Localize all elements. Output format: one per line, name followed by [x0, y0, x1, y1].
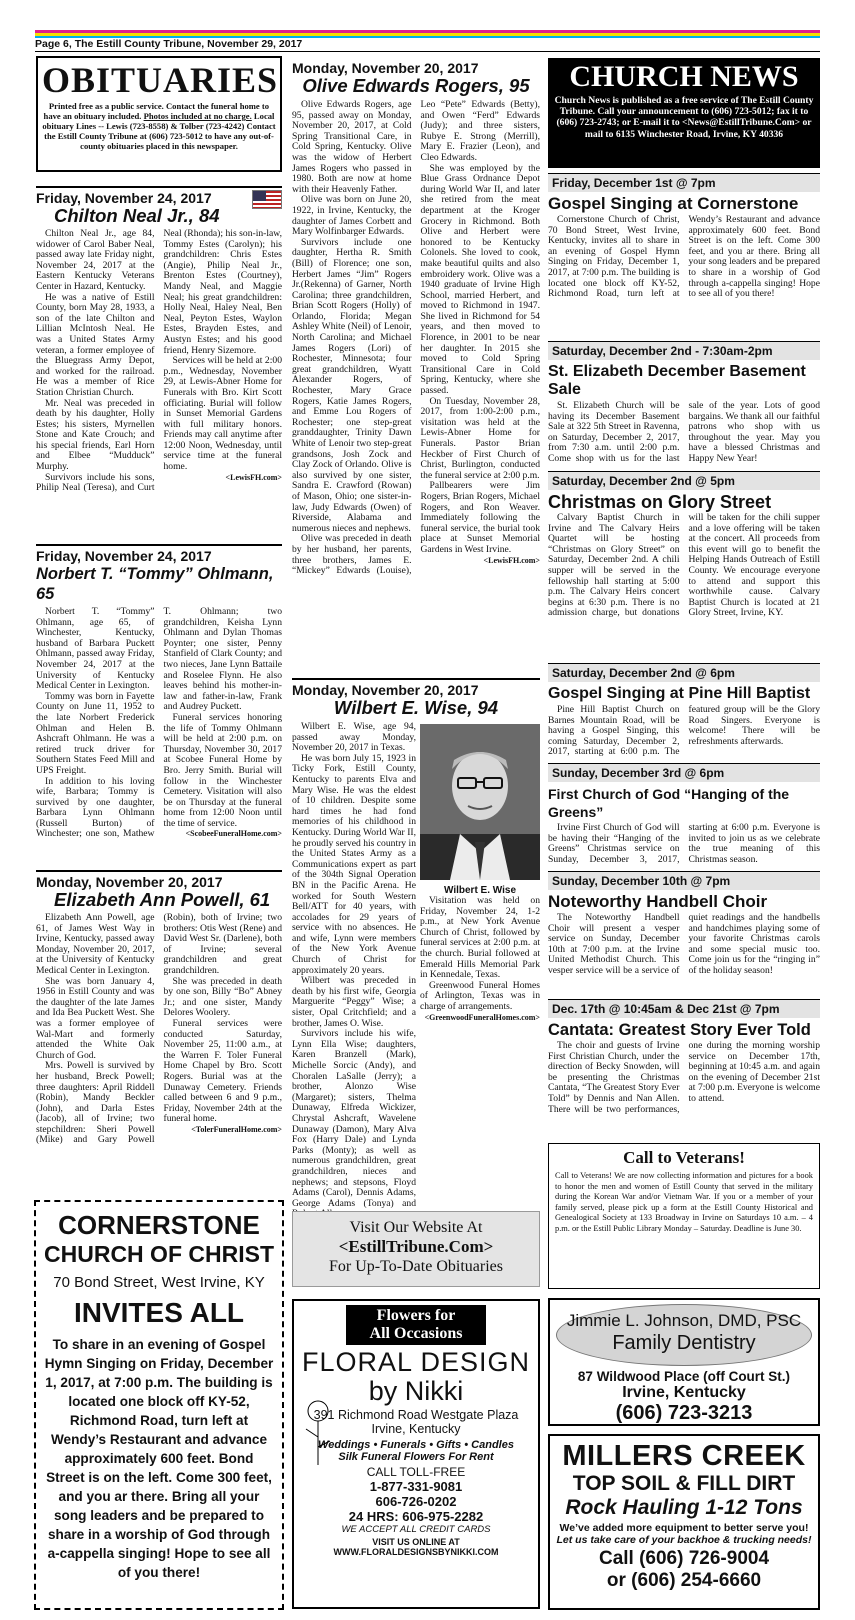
event-date: Friday, December 1st @ 7pm	[548, 173, 820, 192]
veterans-text: Call to Veterans! We are now collecting information and pictures for a book to honor the men and women of Estill County that served in the military during the Korean War and/or Vietnam War. If you or a member of your family served, please pick up a form at the Estill County Historical and Genealogical Society at 133 Broadway in Irvine on Saturdays 10 a.m. – 4 p.m. or the Estill Public Library Monday – Saturday. Deadline is June 30.	[555, 1171, 813, 1233]
obit-name: Wilbert E. Wise, 94	[333, 697, 499, 718]
floral-city: Irvine, Kentucky	[371, 1422, 461, 1436]
event-date: Sunday, December 10th @ 7pm	[548, 871, 820, 890]
millers-phone1: Call (606) 726-9004	[598, 1548, 770, 1569]
website-line3: For Up-To-Date Obituaries	[329, 1258, 503, 1275]
obit-body	[36, 607, 282, 879]
millers-sub: TOP SOIL & FILL DIRT	[572, 1472, 796, 1495]
obit-paragraph: Olive was born on June 20, 1922, in Irvine, Kentucky, the daughter of James Corbett and Mary Wolfinbarger Edwards.	[292, 194, 412, 238]
event-title: First Church of God “Hanging of the Greens”	[548, 786, 790, 820]
event-text: The choir and guests of Irvine First Christian Church, under the direction of Becky Snowden, will be presenting the Christmas Cantata, “The Greatest Story Ever Told” by Dennis and Nan Allen. There will be two performances, one during the morning worship service on December 17th, beginning at 10:45 a.m. and again on the evening of December 21st at 7:00 p.m. Everyone is welcome to attend.	[548, 1040, 820, 1115]
floral-local-phone: 606-726-0202	[375, 1494, 457, 1509]
obituaries-title: OBITUARIES	[42, 60, 279, 100]
floral-cards: WE ACCEPT ALL CREDIT CARDS	[341, 1524, 491, 1535]
event-date: Dec. 17th @ 10:45am & Dec 21st @ 7pm	[548, 999, 820, 1018]
dentist-oval	[556, 1304, 812, 1366]
ad-cornerstone-address: 70 Bond Street, West Irvine, KY	[53, 1274, 265, 1291]
floral-name: FLORAL DESIGN	[301, 1347, 531, 1377]
obit-paragraph: Norbert T. “Tommy” Ohlmann, age 65, of Winchester, Kentucky, husband of Barbara Puckett Ohlmann, passed away Friday, November 24, 2017 at the University of Kentucky Medical Center in Lexington.	[36, 606, 155, 692]
obit-body	[36, 913, 282, 1219]
millers-name: MILLERS CREEK	[562, 1440, 806, 1472]
obit-paragraph: She was born January 4, 1956 in Estill County and was the daughter of the late James and Ida Bea Puckett West. She was a former employee of Wal-Mart and formerly attended the White Oak Church of God.	[36, 975, 155, 1061]
floral-silk: Silk Funeral Flowers For Rent	[338, 1451, 494, 1463]
event-title: Cantata: Greatest Story Ever Told	[548, 1021, 811, 1039]
event-title: St. Elizabeth December Basement Sale	[548, 363, 806, 398]
obit-name: Norbert T. “Tommy” Ohlmann, 65	[36, 565, 274, 603]
event-text: Calvary Baptist Church in Irvine and The Calvary Heirs Quartet will be hosting “Christmas on Glory Street” on Saturday, December 2nd. A chili supper will be served in the fellowship hall starting at 5:00 p.m. The Calvary Heirs concert begins at 6:30 p.m. There is no admission charge, but donations will be taken for the chili supper and a love offering will be taken at the concert. All proceeds from this event will go to benefit the Helping Hands Outreach of Estill County. We encourage everyone to attend and support this worthwhile cause. Calvary Baptist Church is located at 21 Glory Street, Irvine, KY.	[548, 512, 820, 619]
floral-visit: VISIT US ONLINE AT	[372, 1537, 460, 1547]
floral-byline: by Nikki	[368, 1376, 464, 1406]
obit-chilton	[36, 186, 282, 551]
church-news-masthead	[548, 58, 820, 168]
event-text: The Noteworthy Handbell Choir will present a vesper service on Sunday, December 10th at 7:00 p.m. at the Irvine United Methodist Church. This vesper service will be a service of quiet readings and the handbells and handchimes playing some of your favorite Christmas carols and some special music too. Come join us for the “ringing in” of the holiday season!	[548, 912, 820, 976]
page-header: Page 6, The Estill County Tribune, November 29, 2017	[35, 38, 303, 50]
obit-paragraph: She was preceded in death by one son, Billy “Bo” Abney Jr.; and one sister, Mandy Delores Woolery.	[163, 975, 282, 1019]
church-event	[548, 871, 820, 999]
obit-paragraph: Mr. Neal was preceded in death by his daughter, Holly Estes; his sisters, Myrnellen Stone and Kate Crouch; and his special friends, Earl Horn and Elbee “Mudduck” Murphy.	[36, 397, 155, 473]
obit-paragraph: Survivors include one daughter, Hertha R. Smith (Bill) of Florence; one son, Herbert James “Jim” Rogers Jr.(Rekenna) of Garner, North Carolina; three grandchildren, Brian Scott Rogers (Holly) of Orlando, Florida; Megan Ashley White (Neil) of Lenoir, North Carolina; and Michael James Rogers (Lori) of Rochester, Minnesota; four great grandchildren, Wyatt Alexander Rogers, of Rochester, Mary Grace Rogers, Katie James Rogers, and Emme Lou Rogers of Rochester; one step-great granddaughter, Trinity Dawn White of Lenoir two step-great grandsons, Josh Zock and Clay Zock of Orlando. Olive is also survived by one sister, Sandra E. Crawford (Rowan) of Mason, Ohio; one sister-in-law, Judy Edwards (Owen) of Riverside, Alabama and numerous nieces and nephews.	[292, 236, 412, 534]
event-date: Saturday, December 2nd - 7:30am-2pm	[548, 341, 820, 360]
notice-text-2: Local obituary Lines -- Lewis (723-8558) & Tolber (723-4242) Contact the Estill County Tribune at (606) 723-5012 to have any out-of-county obituaries placed in this newspaper.	[42, 111, 276, 151]
obit-paragraph: He was born July 15, 1923 in Ticky Fork, Estill County, Kentucky to parents Elva and Mary Wise. He was the eldest of 10 children. Despite some hard times he had fond memories of his childhood in Kentucky. During World War II, he proudly served his country in the United States Army as a Communications expert as part of the 304th Signal Operation BN in the Pacific Arena. He worked for South Western Bell/ATT for 40 years, with accolades for 29 years of service with no absences. He and wife, Lynn were members of the New York Avenue Church of Christ for approximately 20 years.	[292, 752, 416, 976]
event-date: Saturday, December 2nd @ 6pm	[548, 663, 820, 682]
notice-text-1: Printed free as a public service. Contact the funeral home to have an obituary included.	[43, 101, 270, 121]
dentist-address: 87 Wildwood Place (off Court St.)	[577, 1369, 791, 1384]
floral-tollfree-label: CALL TOLL-FREE	[366, 1465, 466, 1479]
ad-cornerstone	[34, 1200, 284, 1610]
obit-paragraph: Survivors include his wife, Lynn Ella Wise; daughters, Karen Branzell (Mark), Michelle Sorcic (Andy), and Choralen LaSalle (Jerry); a brother, Alonzo Wise (Margaret); sisters, Thelma Dunaway, Elfreda Wickizer, Chrystal Ashcraft, Wavelene Dunaway (Damon), Mary Alva Fox (Harry Dale) and Lynda Parks (Monty); as well as numerous grandchildren, great grandchildren, nieces and nephews; and stepsons, Floyd Adams (Carol), Dennis Adams, George Adams (Tonya) and	[292, 1028, 416, 1209]
ad-floral	[292, 1299, 540, 1609]
event-text: Cornerstone Church of Christ, 70 Bond Street, West Irvine, Kentucky, invites all to share in an evening of Gospel Hymn Singing on Friday, December 1, 2017, at 7:00 p.m. The building is located one block off KY-52, Richmond Road, turn left at Wendy’s Restaurant and advance approximately 600 feet. Bond Street is on the left. Come 300 feet, and you ar there. Bring all your song leaders and be prepared to share in a worship of God through a-cappella singing! Hope to see all of you there!	[548, 214, 820, 300]
obit-olive	[292, 60, 540, 686]
obituaries-notice	[42, 101, 276, 151]
floral-address: 391 Richmond Road Westgate Plaza	[313, 1408, 519, 1422]
church-events	[548, 173, 820, 1167]
church-event	[548, 763, 820, 871]
obit-name: Olive Edwards Rogers, 95	[302, 75, 530, 96]
floral-banner-line2: All Occasions	[369, 1325, 463, 1342]
wilbert-photo	[420, 724, 540, 896]
millers-line1: We’ve added more equipment to better serve you!	[559, 1522, 809, 1534]
obit-paragraph: Tommy was born in Fayette County on June 11, 1952 to the late Norbert Frederick Ohlman and Helen B. Ashcraft Ohlmann. He was a retired truck driver for Southern States Feed Mill and UPS Freight.	[36, 690, 155, 776]
obit-body	[292, 100, 540, 686]
obit-body-right	[420, 896, 540, 1202]
ad-cornerstone-text: To share in an evening of Gospel Hymn Singing on Friday, December 1, 2017, at 7:00 p.m. The building is located one block off KY-52, Richmond Road, turn left at Wendy’s Restaurant and advance approximately 600 feet. Bond Street is on the left. Come 300 feet, and you ar there. Bring all your song leaders and be prepared to share in a worship of God through a-cappella singing! Hope to see all of you there!	[44, 1337, 274, 1580]
event-text: Irvine First Church of God will be having their “Hanging of the Greens” Christmas service on Sunday, December 3, 2017, starting at 6:00 p.m. Everyone is invited to join us as we celebrate the true meaning of this Christmas season.	[548, 822, 820, 865]
rose-icon	[298, 1397, 338, 1467]
obit-date: Friday, November 24, 2017	[36, 186, 282, 206]
veterans-title: Call to Veterans!	[623, 1148, 745, 1167]
church-event	[548, 471, 820, 663]
floral-services: Weddings • Funerals • Gifts • Candles	[318, 1439, 514, 1451]
obit-source: <TolerFuneralHome.com>	[191, 1124, 282, 1134]
ad-cornerstone-invites: INVITES ALL	[73, 1297, 245, 1328]
photo-caption: Wilbert E. Wise	[443, 885, 517, 896]
church-event	[548, 999, 820, 1167]
event-date: Sunday, December 3rd @ 6pm	[548, 763, 820, 782]
obit-date: Monday, November 20, 2017	[36, 870, 282, 890]
ad-dentist	[548, 1298, 820, 1426]
obit-paragraph: Greenwood Funeral Homes of Arlington, Texas was in charge of arrangements.	[420, 979, 540, 1012]
obit-name: Elizabeth Ann Powell, 61	[54, 889, 271, 910]
obit-source: <LewisFH.com>	[225, 472, 282, 482]
obit-wilbert	[292, 678, 540, 1209]
dentist-sub: Family Dentistry	[612, 1332, 756, 1354]
obit-paragraph: Funeral services were conducted Saturday, November 25, 11:00 a.m., at the Warren F. Toler Funeral Home Chapel by Bro. Scott Rogers. Burial was at the Dunaway Cemetery. Friends called between 6 and 9 p.m., Friday, November 24th at the funeral home.	[163, 1017, 282, 1125]
millers-phone2: or (606) 254-6660	[606, 1570, 762, 1591]
event-text: St. Elizabeth Church will be having its December Basement Sale at 322 5th Street in Ravenna, on Saturday, December 2, 2017, from 7:30 a.m. until 2:00 p.m. Come shop with us for the last sale of the year. Lots of good bargains. We thank all our faithful patrons who shop with us throughout the year. May you have a blessed Christmas and Happy New Year!	[548, 400, 820, 464]
obit-date: Monday, November 20, 2017	[292, 678, 540, 698]
floral-banner	[346, 1305, 486, 1345]
obit-paragraph: Elizabeth Ann Powell, age 61, of James West Way in Irvine, Kentucky, passed away Monday, November 20, 2017, at the University of Kentucky Medical Center in Lexington.	[36, 912, 155, 976]
veterans-box	[548, 1143, 820, 1289]
obit-paragraph: Funeral services honoring the life of Tommy Ohlmann will be held at 2:00 p.m. on Thursday, November 30, 2017 at Scobee Funeral Home by Bro. Jerry Smith. Burial will follow in the Winchester Cemetery. Visitation will also be on Thursday at the funeral home from 12:00 Noon until the time of service.	[163, 711, 282, 829]
church-event	[548, 173, 820, 341]
church-news-title: CHURCH NEWS	[569, 60, 799, 93]
obit-date: Monday, November 20, 2017	[292, 60, 479, 76]
floral-hours: 24 HRS: 606-975-2282	[348, 1509, 484, 1524]
obit-paragraph: Olive was preceded in death by her husband, her parents, three brothers, James E. “Mickey” Edwards (Louise), Leo “Pete” Edwards (Betty), and Owen “Ferd” Edwards (Judy); and three sisters, Rubye E. Strong (Merrill), Mary E. Frazier (Leon), and Cleo Edwards.	[292, 99, 540, 577]
obit-norbert	[36, 544, 282, 879]
obit-source: <GreenwoodFuneralHomes.com>	[424, 1012, 540, 1022]
obit-paragraph: He was a native of Estill County, born May 28, 1933, a son of the late Chilton and Lillian McIntosh Neal. He was a United States Army veteran, a former employee of the Bluegrass Army Depot, and worked for the railroad. He was a member of Rice Station Christian Church.	[36, 291, 155, 398]
notice-photo: Photos included at no charge.	[143, 111, 252, 121]
dentist-city: Irvine, Kentucky	[622, 1384, 746, 1401]
header-rule	[35, 51, 820, 52]
floral-banner-line1: Flowers for	[376, 1307, 456, 1324]
ad-website[interactable]	[292, 1211, 540, 1287]
ad-millers-creek	[548, 1434, 820, 1610]
website-url[interactable]: <EstillTribune.Com>	[338, 1237, 494, 1256]
event-date: Saturday, December 2nd @ 5pm	[548, 471, 820, 490]
obit-paragraph: Survivors include his sons, Philip Neal (Teresa), and Curt Neal (Rhonda); his son-in-law, Tommy Estes (Carolyn); his grandchildren: Chris Estes (Angie), Philip Neal Jr., Brenton Estes (Courtney), Mandy Neal, and Maggie Neal; his great grandchildren: Holly Neal, Haley Neal, Ben Neal, Peyton Estes, Waylon Estes, Brayden Estes, and Austyn Estes; and his good friend, Henry Sizemore.	[36, 228, 282, 494]
ad-cornerstone-title: CORNERSTONE	[58, 1210, 260, 1240]
event-title: Gospel Singing at Pine Hill Baptist	[548, 685, 811, 702]
website-line1: Visit Our Website At	[349, 1219, 483, 1236]
church-event	[548, 341, 820, 471]
millers-hauling: Rock Hauling 1-12 Tons	[565, 1496, 803, 1519]
obit-paragraph: Olive Edwards Rogers, age 95, passed away on Monday, November 20, 2017, at Cold Spring Transitional Care, in Cold Spring, Kentucky. Olive was the widow of Herbert James Rogers who passed in 1980. Both are now at home with their Heavenly Father.	[292, 99, 412, 195]
obit-elizabeth	[36, 870, 282, 1219]
event-title: Noteworthy Handbell Choir	[548, 892, 768, 911]
obit-name: Chilton Neal Jr., 84	[54, 205, 220, 226]
event-text: Pine Hill Baptist Church on Barnes Mountain Road, will be having a Gospel Singing, this coming Saturday, December 2, 2017, starting at 6:00 p.m. The featured group will be the Glory Road Singers. Everyone is welcome! There will be refreshments afterwards.	[548, 704, 820, 758]
event-title: Christmas on Glory Street	[548, 492, 772, 512]
floral-url[interactable]: WWW.FLORALDESIGNSBYNIKKI.COM	[333, 1547, 499, 1557]
portrait-image	[420, 724, 540, 880]
obit-paragraph: On Tuesday, November 28, 2017, from 1:00-2:00 p.m., visitation was held at the Lewis-Abner Home for Funerals. Pastor Brian Heckber of First Church of Christ, Burlington, conducted the funeral service at 2:00 p.m.	[420, 395, 540, 481]
obit-paragraph: Wilbert E. Wise, age 94, passed away Monday, November 20, 2017 in Texas.	[292, 721, 416, 754]
obit-paragraph: She was employed by the Blue Grass Ordnance Depot during World War II, and later she retired from the meat department at the Kroger Grocery in Richmond. Both Olive and Herbert were honored to be Kentucky Colonels. She loved to cook, make beautiful quilts and also embroidery work. Olive was a 1940 graduate of Irvine High School, married Herbert, and moved to Richmond in 1947. She lived in Richmond for 54 years, and then moved to Florence, in 2001 to be near her daughter. In 2015 she moved to Cold Spring Transitional Care in Cold Spring, Kentucky, where she passed.	[420, 162, 540, 397]
obit-paragraph: In addition to his loving wife, Barbara; Tommy is survived by one daughter, Barbara Lynn Ohlmann (Russell Burton) of Winchester; one son, Mathew T. Ohlmann; two grandchildren, Keisha Lynn Ohlmann and Dylan Thomas Poynter; one sister, Penny Stanfield of Clark County; and two nieces, Jane Lynn Battaile and Roselee Flynn. He also leaves behind his mother-in-law and father-in-law, Frank and Audrey Puckett.	[36, 606, 282, 840]
obit-paragraph: Visitation was held on Friday, November 24, 1-2 p.m., at New York Avenue Church of Christ, followed by funeral services at 2:00 p.m. at the church. Burial followed at Emerald Hills Memorial Park in Kennedale, Texas.	[420, 895, 540, 981]
obit-source: <ScobeeFuneralHome.com>	[185, 829, 282, 839]
flag-icon	[252, 190, 282, 209]
millers-line2: Let us take care of your backhoe & trucking needs!	[556, 1534, 812, 1546]
obit-paragraph: Wilbert was preceded in death by his first wife, Georgia Marguerite “Peggy” Wise; a sister, Opal Critchfield; and a brother, James O. Wise.	[292, 975, 416, 1029]
obit-paragraph: Services will be held at 2:00 p.m., Wednesday, November 29, at Lewis-Abner Home for Funerals with Bro. Kirt Scott officiating. Burial will follow in Sunset Memorial Gardens with full military honors. Friends may call anytime after 12:00 Noon, Wednesday, until service time at the funeral home.	[163, 355, 282, 473]
obit-date: Friday, November 24, 2017	[36, 544, 282, 564]
obit-paragraph: Pallbearers were Jim Rogers, Brian Rogers, Michael Rogers, and Ron Weaver. Immediately following the funeral service, the burial took place at Sunset Memorial Gardens in West Irvine.	[420, 480, 540, 555]
church-event	[548, 663, 820, 763]
ad-cornerstone-subtitle: CHURCH OF CHRIST	[44, 1241, 274, 1267]
obit-source: <LewisFH.com>	[483, 555, 540, 565]
dentist-name: Jimmie L. Johnson, DMD, PSC	[566, 1311, 802, 1330]
obit-paragraph: Chilton Neal Jr., age 84, widower of Carol Baber Neal, passed away late Friday night, November 24, 2017 at the Eastern Kentucky Veterans Center in Hazard, Kentucky.	[36, 228, 155, 292]
church-news-intro: Church News is published as a free service of The Estill County Tribune. Call your announcement to (606) 723-5012; fax it to (606) 723-2743; or E-mail it to <News@EstillTribune.Com> or mail to 6135 Winchester Road, Irvine, KY 40336	[554, 95, 814, 140]
obituaries-masthead	[36, 56, 282, 172]
obit-body	[36, 229, 282, 551]
floral-tollfree: 1-877-331-9081	[369, 1479, 463, 1494]
event-title: Gospel Singing at Cornerstone	[548, 194, 799, 213]
dentist-phone: (606) 723-3213	[615, 1402, 753, 1424]
obit-body-left	[292, 721, 416, 1209]
obit-paragraph: Mrs. Powell is survived by her husband, Breck Powell; three daughters: April Riddell (Robin), Mandy Beckler (John), and Darla Estes (Jacob), all of Irvine; two stepchildren: Sheri Powell (Mike) and Gary Powell (Robin), both of Irvine; two brothers: Otis West (Rene) and David West Sr. (Darlene), both of Irvine; several grandchildren and great grandchildren.	[36, 912, 282, 1146]
